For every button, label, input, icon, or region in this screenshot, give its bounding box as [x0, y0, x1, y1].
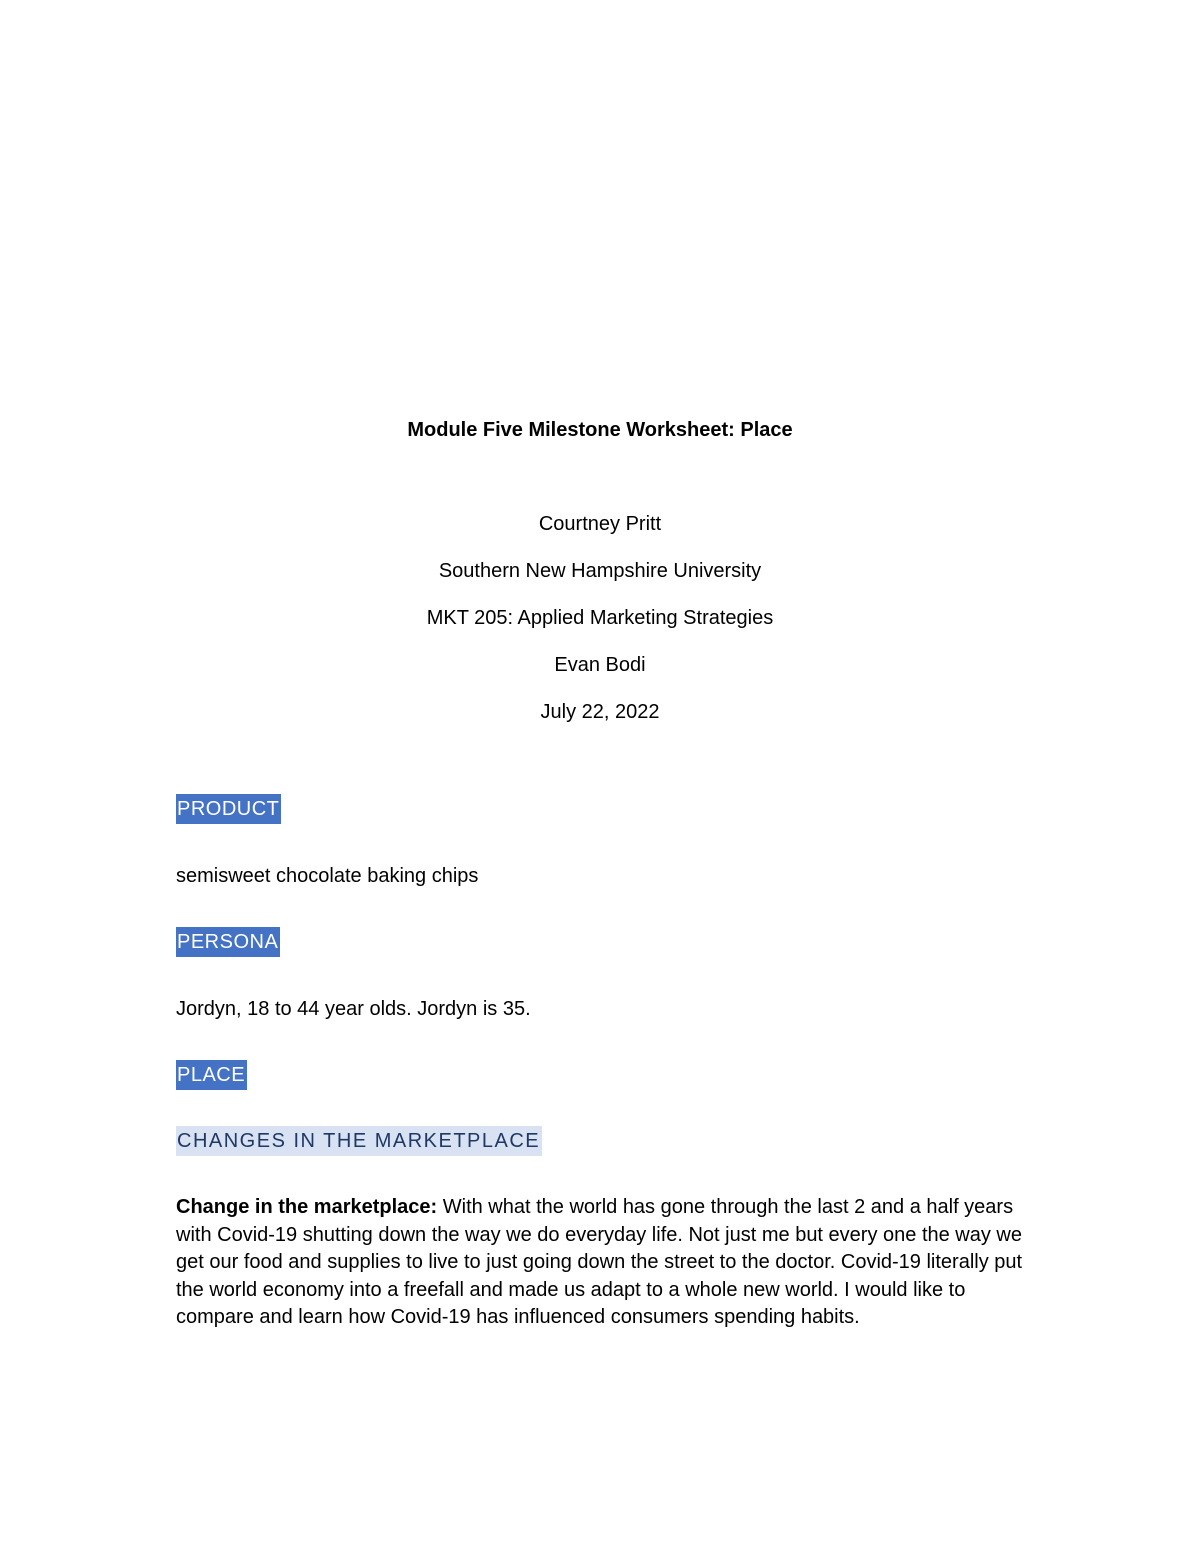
persona-body	[176, 995, 1026, 1023]
document-date: July 22, 2022	[540, 701, 660, 723]
persona-section	[176, 927, 1026, 957]
place-heading: PLACE	[176, 1060, 247, 1090]
persona-text: Jordyn, 18 to 44 year olds. Jordyn is 35.	[176, 998, 531, 1020]
persona-heading: PERSONA	[176, 927, 280, 957]
change-paragraph	[176, 1194, 1026, 1332]
author-name: Courtney Pritt	[538, 513, 662, 535]
course-name: MKT 205: Applied Marketing Strategies	[426, 607, 774, 629]
changes-heading: CHANGES IN THE MARKETPLACE	[176, 1126, 542, 1156]
document-title: Module Five Milestone Worksheet: Place	[407, 419, 793, 441]
instructor-name: Evan Bodi	[554, 654, 646, 676]
product-heading: PRODUCT	[176, 794, 281, 824]
changes-section	[176, 1126, 1026, 1156]
place-section	[176, 1060, 1026, 1090]
title-block	[0, 416, 1200, 444]
product-section	[176, 794, 1026, 824]
institution-name: Southern New Hampshire University	[438, 560, 762, 582]
change-text: With what the world has gone through the last 2 and a half years with Covid-19 shutting down the way we do everyday life. Not just me but every one the way we get our food and supplies to live to just going down the street to the doctor. Covid-19 literally put the world economy into a freefall and made us adapt to a whole new world. I would like to compare and learn how Covid-19 has influenced consumers spending habits.	[176, 1196, 1023, 1328]
product-text: semisweet chocolate baking chips	[176, 865, 479, 887]
change-label: Change in the marketplace:	[176, 1196, 438, 1218]
product-body	[176, 862, 1026, 890]
changes-body	[176, 1194, 1026, 1332]
